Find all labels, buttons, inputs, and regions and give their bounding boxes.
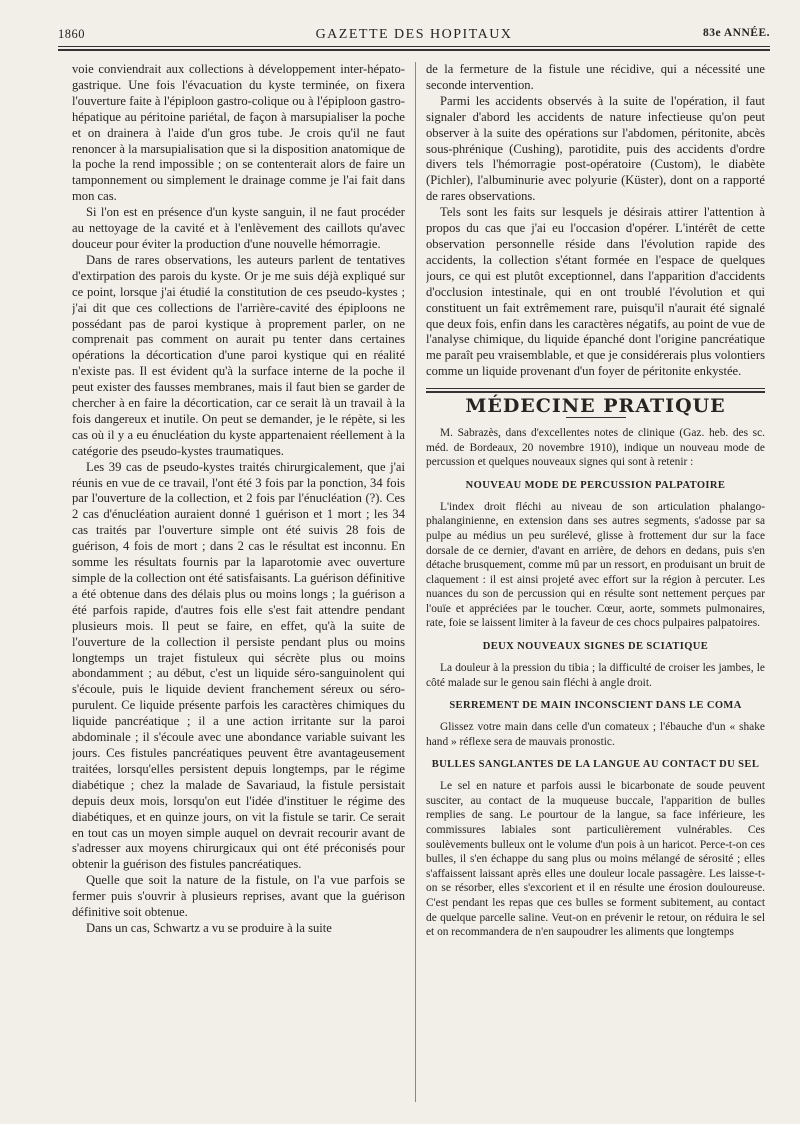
subsection-text: L'index droit fléchi au niveau de son articulation phalango-phalanginienne, en extension dans ses autres segments, s'adosse par sa pulpe au médius un peu surélevé, glisse à frottement dur sur la face dorsale de ce dernier, d'avant en arrière, de dehors en dedans, puis s'en détache brusquement, comme mû par un ressort, en produisant un bruit de claquement : il est ainsi projeté avec effort sur la région à percuter. Les nuances du son de percussion qui en résulte sont nettement perçues par l'ouïe et appréciées par le toucher. Cœur, aorte, sommets pulmonaires, rate, foie se laissent limiter à la faveur de ces chocs pulpaires palpatoires.	[426, 500, 765, 630]
subsection-heading: DEUX NOUVEAUX SIGNES DE SCIATIQUE	[482, 641, 709, 653]
journal-title: GAZETTE DES HOPITAUX	[315, 27, 513, 42]
paragraph: Si l'on est en présence d'un kyste sanguin, il ne faut procéder au nettoyage de la cavité et à l'enlèvement des caillots qu'avec douceur pour éviter la production d'une nouvelle hémorragie.	[72, 205, 405, 251]
title-underline	[566, 417, 626, 418]
paragraph: Les 39 cas de pseudo-kystes traités chirurgicalement, que j'ai réunis en vue de ce travail, l'ont été 3 fois par la ponction, 34 fois par l'ouverture de la collection, et 2 fois par l'énucléation (?). Ces 2 cas d'énucléation auraient donné 1 guérison et 1 mort ; les 34 cas traités par l'ouverture simple ont été suivis 28 fois de guérison, 4 fois de mort ; dans 2 cas le résultat est inconnu. En somme les résultats fournis par la laparotomie avec ouverture simple de la collection ont été satisfaisants. La guérison définitive a été obtenue dans des délais plus ou moins longs ; la guérison a été parfois rapide, d'autres fois elle s'est fait attendre pendant plusieurs mois. Il peut se faire, en effet, qu'à la suite de l'ouverture de la collection il persiste pendant plus ou moins longtemps un trajet fistuleux qui sécrète plus ou moins abondamment ; au début, c'est un liquide séro-sanguinolent qui s'écoule, puis le liquide devient franchement séreux ou séro-purulent. Ce liquide présente parfois les caractères chimiques du liquide pancréatique ; il a une action irritante sur la paroi abdominale ; il s'écoule avec une abondance variable suivant les jours. Ces fistules pancréatiques peuvent être avantageusement traitées, lorsqu'elles persistent depuis longtemps, par le régime diabétique ; chez la malade de Savariaud, la fistule persistait depuis deux mois, lorsqu'on eut l'idée d'instituer le régime des diabétiques, et en quinze jours, on vit la fistule se tarir. Ce serait en tout cas un moyen simple auquel on devrait recourir avant de s'adresser aux moyens chirurgicaux qui ont été préconisés pour obtenir la guérison des fistules pancréatiques.	[72, 459, 405, 872]
header-rule-thick	[58, 49, 770, 51]
paragraph: Quelle que soit la nature de la fistule, on l'a vue parfois se fermer puis s'ouvrir à plusieurs reprises, avant que la guérison définitive soit obtenue.	[72, 873, 405, 920]
subsection-heading: NOUVEAU MODE DE PERCUSSION PALPATOIRE	[465, 479, 726, 491]
section-intro: M. Sabrazès, dans d'excellentes notes de clinique (Gaz. heb. des sc. méd. de Bordeaux, 20 novembre 1910), indique un nouveau mode de percussion et quelques nouveaux signes qui sont à retenir :	[426, 427, 765, 469]
left-column	[72, 62, 405, 1102]
header-rule	[58, 46, 770, 47]
paragraph: de la fermeture de la fistule une récidive, qui a nécessité une seconde intervention.	[426, 62, 765, 92]
section-title: MÉDECINE PRATIQUE	[465, 395, 726, 418]
paragraph: voie conviendrait aux collections à développement inter-hépato-gastrique. Une fois l'évacuation du kyste terminée, on fixera l'ouverture faite à l'épiploon gastro-colique ou à l'épiploon gastro-hépatique au péritoine pariétal, de façon à marsupialiser la poche et on drainera à l'aide d'un gros tube. Je crois qu'il ne faut renoncer à la marsupialisation que si la disposition anatomique de la poche la rend impossible ; on se contenterait alors de faire un tamponnement ou simplement le drainage comme je l'ai fait dans mon cas.	[72, 62, 405, 204]
column-divider	[415, 62, 416, 1102]
subsection-text: Glissez votre main dans celle d'un comateux ; l'ébauche d'un « shake hand » réflexe sera de mauvais pronostic.	[426, 721, 765, 748]
section-rule	[426, 388, 765, 389]
volume-label: 83e ANNÉE.	[703, 27, 770, 39]
section-rule-thick	[426, 391, 765, 393]
subsection-text: Le sel en nature et parfois aussi le bicarbonate de soude peuvent susciter, au contact de la muqueuse buccale, l'apparition de bulles remplies de sang. Le pourtour de la langue, sa face inférieure, les commissures labiales sont particulièrement vulnérables. Ces soulèvements bulleux ont le volume d'un pois à un haricot. Perce-t-on ces bulles, il s'en échappe du sang plus ou moins mélangé de sérosité ; elles s'affaissent laissant après elles une douleur locale passagère. Les laisse-t-on se résorber, elles s'excorient et il en résulte une érosion douloureuse. C'est pendant les repas que ces bulles se forment subitement, au contact de quelque parcelle saline. Veut-on en prévenir le retour, on réduira le sel et on recommandera de n'en saupoudrer les aliments que longtemps	[426, 780, 765, 939]
paragraph: Dans un cas, Schwartz a vu se produire à la suite	[86, 920, 332, 935]
subsection-heading: BULLES SANGLANTES DE LA LANGUE AU CONTACT DU SEL	[431, 759, 760, 771]
right-column	[426, 62, 765, 1102]
subsection-text: La douleur à la pression du tibia ; la difficulté de croiser les jambes, le côté malade sur le genou sain fléchi à angle droit.	[426, 661, 765, 689]
paragraph: Tels sont les faits sur lesquels je désirais attirer l'attention à propos du cas que j'ai eu l'occasion d'opérer. L'intérêt de cette observation personnelle réside dans l'évolution rapide des accidents, la collection s'étant formée en l'espace de quelques jours, ce qui est plutôt exceptionnel, dans l'apparition d'accidents d'occlusion intestinale, qui en ont troublé l'évolution et qui constituent un fait extrêmement rare, puisqu'il n'aurait été signalé que deux fois, enfin dans les caractères négatifs, au point de vue de l'analyse chimique, du liquide épanché dont l'origine pancréatique me paraît peu vraisemblable, et que je considérerais plus volontiers comme un liquide provenant d'un foyer de péritonite enkystée.	[426, 205, 765, 379]
paragraph: Parmi les accidents observés à la suite de l'opération, il faut signaler d'abord les accidents de nature infectieuse qu'on peut observer à la suite des opérations sur l'abdomen, péritonite, abcès sous-phrénique (Cushing), parotidite, puis des accidents d'ordre divers tels l'hémorragie post-opératoire (Custom), le diabète (Pichler), l'albuminurie avec polyurie (Küster), dont on a rapporté de rares observations.	[426, 93, 765, 204]
paragraph: Dans de rares observations, les auteurs parlent de tentatives d'extirpation des parois du kyste. Or je me suis déjà expliqué sur ce point, lorsque j'ai étudié la constitution de ces pseudo-kystes ; j'ai dit que ces collections de l'arrière-cavité des épiploons ne possédant pas de paroi kystique à proprement parler, on ne comprenait pas comment on aurait pu tenter dans certaines opérations la décortication d'une paroi kystique qui en réalité n'existe pas. Il est évident qu'à la surface interne de la poche il peut exister des fausses membranes, mais il faut bien se garder de chercher à en faire la décortication, car ce serait là un travail à la fois dangereux et inutile. On peut se demander, je le répète, si les cas où il y a eu énucléation du kyste appartenaient réellement à la catégorie des pseudo-kystes traumatiques.	[72, 252, 405, 458]
page-number: 1860	[58, 27, 85, 41]
subsection-heading: SERREMENT DE MAIN INCONSCIENT DANS LE COMA	[449, 700, 742, 712]
page-header	[58, 27, 770, 47]
